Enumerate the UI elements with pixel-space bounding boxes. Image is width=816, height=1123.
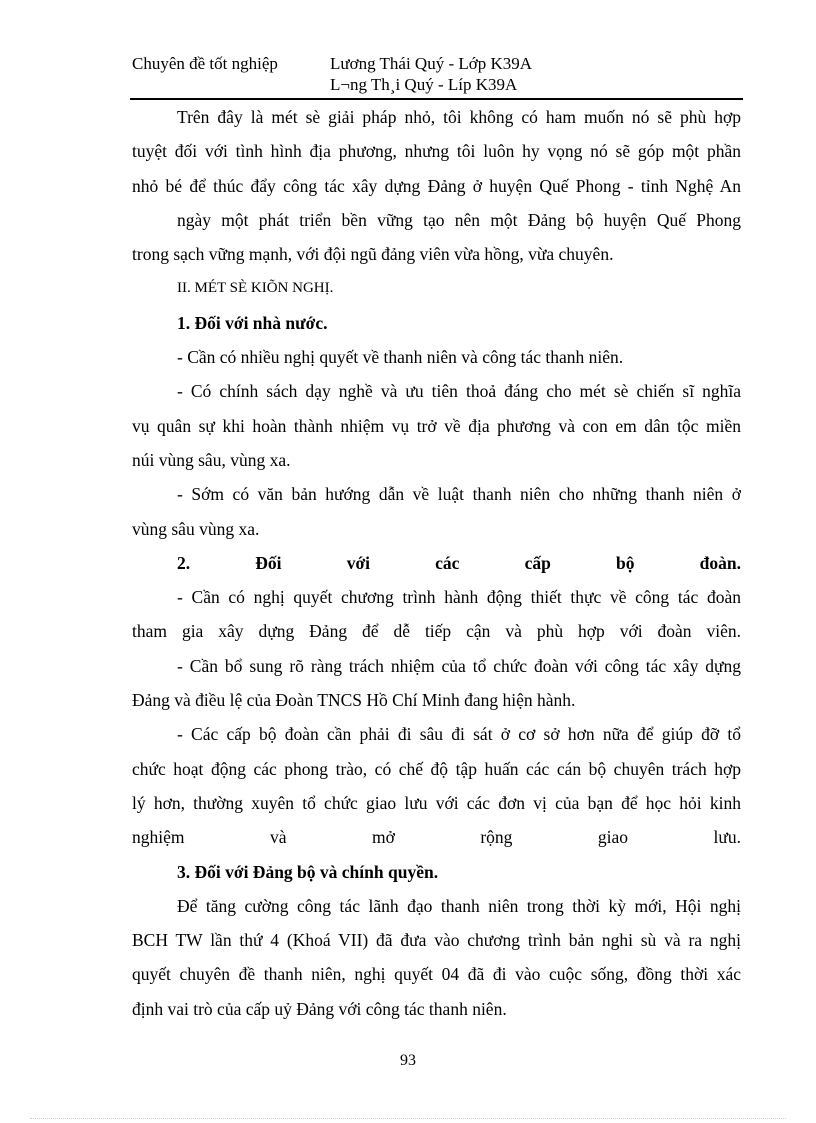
- subsection-heading: 1. Đối với nhà nước.: [177, 312, 328, 333]
- text-line: nghiệm và mở rộng giao lưu.: [132, 827, 741, 848]
- text-line: tham gia xây dựng Đảng để dễ tiếp cận và phù hợp với đoàn viên.: [132, 621, 741, 642]
- header-author: Lương Thái Quý - Lớp K39A: [330, 54, 533, 73]
- text-line: Đảng và điều lệ của Đoàn TNCS Hồ Chí Minh đang hiện hành.: [132, 690, 576, 711]
- page-number: 93: [400, 1052, 416, 1069]
- subsection-heading: 3. Đối với Đảng bộ và chính quyền.: [177, 861, 439, 882]
- text-line: - Có chính sách dạy nghề và ưu tiên thoả đáng cho mét sè chiến sĩ nghĩa: [177, 381, 741, 402]
- text-line: ngày một phát triển bền vững tạo nên một Đảng bộ huyện Quế Phong: [177, 209, 741, 230]
- text-line: Trên đây là mét sè giải pháp nhỏ, tôi không có ham muốn nó sẽ phù hợp: [177, 107, 741, 127]
- body-text: [132, 100, 741, 1026]
- header-author-garbled: L¬ng Th¸i Quý - Líp K39A: [330, 75, 518, 94]
- subsection-heading: 2. Đối với các cấp bộ đoàn.: [177, 552, 741, 573]
- text-line: BCH TW lần thứ 4 (Khoá VII) đã đưa vào chương trình bản nghi sù và ra nghị: [132, 930, 741, 951]
- text-line: - Các cấp bộ đoàn cần phải đi sâu đi sát ở cơ sở hơn nữa để giúp đỡ tổ: [177, 724, 741, 745]
- text-line: - Sớm có văn bản hướng dẫn về luật thanh niên cho những thanh niên ở: [177, 484, 741, 505]
- text-line: nhỏ bé để thúc đẩy công tác xây dựng Đảng ở huyện Quế Phong - tỉnh Nghệ An: [132, 175, 741, 196]
- text-line: - Cần bổ sung rõ ràng trách nhiệm của tổ chức đoàn với công tác xây dựng: [177, 655, 741, 676]
- text-line: lý hơn, thường xuyên tổ chức giao lưu với các đơn vị của bạn để học hỏi kinh: [132, 792, 741, 813]
- text-line: trong sạch vững mạnh, với đội ngũ đảng viên vừa hồng, vừa chuyên.: [132, 244, 614, 265]
- text-line: - Cần có nghị quyết chương trình hành động thiết thực về công tác đoàn: [177, 587, 741, 608]
- text-line: quyết chuyên đề thanh niên, nghị quyết 04 đã đi vào cuộc sống, đồng thời xác: [132, 964, 741, 985]
- section-heading: II. MÉT SÈ KIÕN NGHỊ.: [177, 280, 334, 297]
- footer-rule: [30, 1118, 786, 1119]
- text-line: Để tăng cường công tác lãnh đạo thanh niên trong thời kỳ mới, Hội nghị: [177, 895, 741, 916]
- text-line: định vai trò của cấp uỷ Đảng với công tác thanh niên.: [132, 998, 507, 1019]
- text-line: - Cần có nhiều nghị quyết về thanh niên và công tác thanh niên.: [177, 347, 624, 368]
- header-left: Chuyên đề tốt nghiệp: [132, 54, 278, 73]
- text-line: núi vùng sâu, vùng xa.: [132, 449, 291, 470]
- text-line: vụ quân sự khi hoàn thành nhiệm vụ trở về địa phương và con em dân tộc miền: [132, 415, 741, 436]
- text-line: tuyệt đối với tình hình địa phương, nhưng tôi luôn hy vọng nó sẽ góp một phần: [132, 141, 741, 162]
- text-line: vùng sâu vùng xa.: [132, 518, 260, 539]
- text-line: chức hoạt động các phong trào, có chế độ tập huấn các cán bộ chuyên trách hợp: [132, 758, 741, 779]
